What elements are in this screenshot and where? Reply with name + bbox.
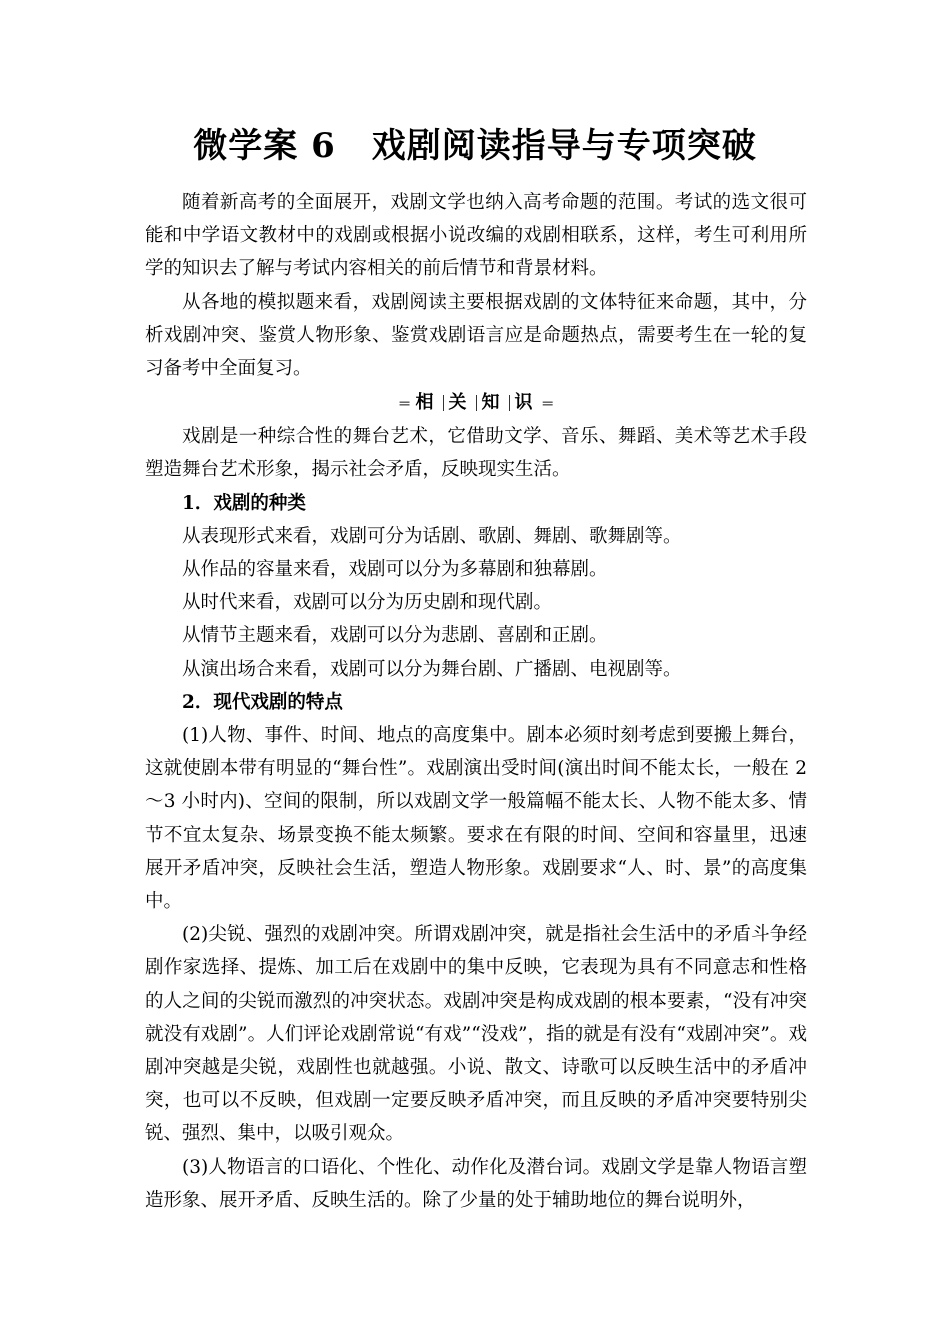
section-heading-features: 2．现代戏剧的特点 <box>182 691 343 713</box>
intro-paragraph-1: 随着新高考的全面展开，戏剧文学也纳入高考命题的范围。考试的选文很可能和中学语文教材中的戏剧或根据小说改编的戏剧相联系，这样，考生可利用所学的知识去了解与考试内容相关的前后情节和背景材料。 <box>145 192 807 280</box>
feature-paragraph-1: (1)人物、事件、时间、地点的高度集中。剧本必须时刻考虑到要搬上舞台，这就使剧本带有明显的“舞台性”。戏剧演出受时间(演出时间不能太长，一般在 2～3 小时内)、空间的限制，所以戏剧文学一般篇幅不能太长、人物不能太多、情节不宜太复杂、场景变换不能太频繁。要求在有限的时间、空间和容量里，迅速展开矛盾冲突，反映社会生活，塑造人物形象。戏剧要求“人、时、景”的高度集中。 <box>145 725 807 913</box>
banner-separator <box>443 395 444 411</box>
banner-right-rule: ═ <box>542 393 553 413</box>
body-text <box>145 186 807 1217</box>
banner-char: 相 <box>415 392 438 414</box>
banner-char: 关 <box>448 392 471 414</box>
banner-left-rule: ═ <box>399 393 410 413</box>
definition-paragraph: 戏剧是一种综合性的舞台艺术，它借助文学、音乐、舞蹈、美术等艺术手段塑造舞台艺术形象，揭示社会矛盾，反映现实生活。 <box>145 426 807 481</box>
list-item: 从时代来看，戏剧可以分为历史剧和现代剧。 <box>182 592 553 614</box>
list-item: 从情节主题来看，戏剧可以分为悲剧、喜剧和正剧。 <box>182 625 608 647</box>
section-banner <box>145 385 807 420</box>
banner-separator <box>509 395 510 411</box>
page-title <box>0 118 950 167</box>
feature-paragraph-2: (2)尖锐、强烈的戏剧冲突。所谓戏剧冲突，就是指社会生活中的矛盾斗争经剧作家选择、提炼、加工后在戏剧中的集中反映，它表现为具有不同意志和性格的人之间的尖锐而激烈的冲突状态。戏剧冲突是构成戏剧的根本要素，“没有冲突就没有戏剧”。人们评论戏剧常说“有戏”“没戏”，指的就是有没有“戏剧冲突”。戏剧冲突越是尖锐，戏剧性也就越强。小说、散文、诗歌可以反映生活中的矛盾冲突，也可以不反映，但戏剧一定要反映矛盾冲突，而且反映的矛盾冲突要特别尖锐、强烈、集中，以吸引观众。 <box>145 924 807 1145</box>
list-item: 从表现形式来看，戏剧可分为话剧、歌剧、舞剧、歌舞剧等。 <box>182 525 682 547</box>
title-topic: 戏剧阅读指导与专项突破 <box>371 126 757 166</box>
title-lesson: 微学案 6 <box>193 126 336 166</box>
list-item: 从作品的容量来看，戏剧可以分为多幕剧和独幕剧。 <box>182 559 608 581</box>
intro-paragraph-2: 从各地的模拟题来看，戏剧阅读主要根据戏剧的文体特征来命题，其中，分析戏剧冲突、鉴赏人物形象、鉴赏戏剧语言应是命题热点，需要考生在一轮的复习备考中全面复习。 <box>145 291 807 380</box>
feature-paragraph-3: (3)人物语言的口语化、个性化、动作化及潜台词。戏剧文学是靠人物语言塑造形象、展开矛盾、反映生活的。除了少量的处于辅助地位的舞台说明外， <box>145 1156 807 1211</box>
banner-char: 知 <box>481 392 504 414</box>
list-item: 从演出场合来看，戏剧可以分为舞台剧、广播剧、电视剧等。 <box>182 658 682 680</box>
banner-char: 识 <box>514 392 537 414</box>
section-heading-types: 1．戏剧的种类 <box>182 492 306 514</box>
banner-separator <box>476 395 477 411</box>
